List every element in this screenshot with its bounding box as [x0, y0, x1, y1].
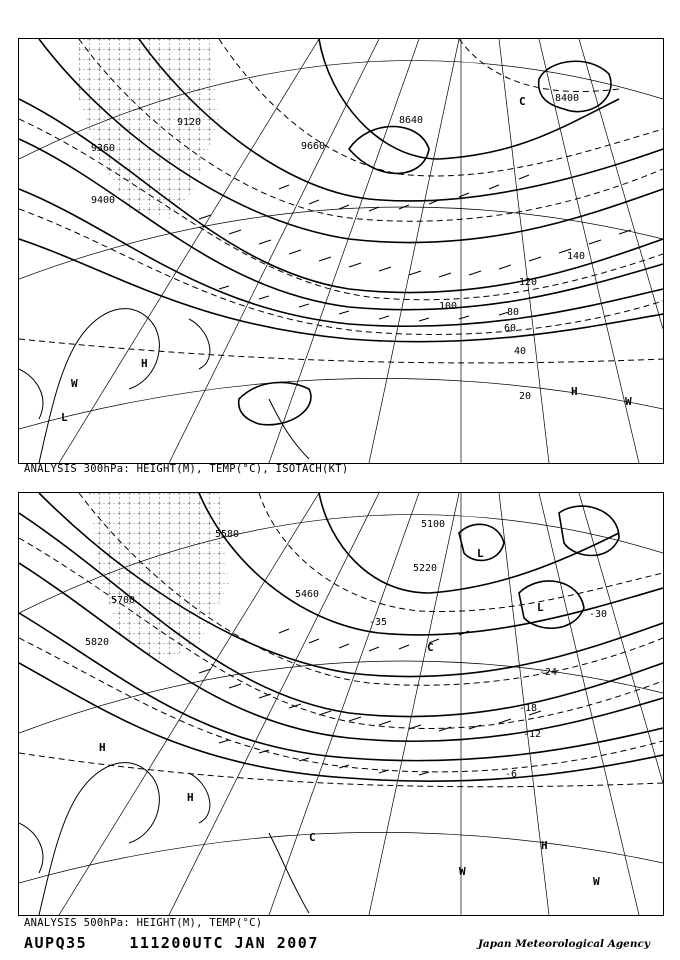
height-label-8640: 8640	[399, 115, 424, 126]
center-l-1: L	[61, 411, 68, 424]
height-label-5100: 5100	[421, 519, 446, 530]
isotach-label-100: 100	[439, 301, 458, 312]
caption-300hpa: ANALYSIS 300hPa: HEIGHT(M), TEMP(°C), ISOTACH(KT)	[24, 463, 349, 475]
temp-label-minus18: -18	[519, 703, 538, 714]
valid-time: 111200UTC JAN 2007	[129, 934, 319, 952]
isotach-label-80: 80	[507, 307, 520, 318]
map-300hpa	[18, 38, 664, 464]
chart-id-and-valid-time	[24, 934, 319, 952]
center-c-2-500: C	[427, 641, 434, 654]
map-300hpa-canvas	[19, 39, 663, 463]
isotach-label-140: 140	[567, 251, 586, 262]
height-label-5580: 5580	[215, 529, 240, 540]
center-h-1-500: H	[99, 741, 106, 754]
center-c-1-500: C	[309, 831, 316, 844]
map-500hpa-canvas	[19, 493, 663, 915]
temp-label-minus6: -6	[505, 769, 518, 780]
center-h-2-500: H	[187, 791, 194, 804]
temp-label-minus30: -30	[589, 609, 608, 620]
height-label-9400: 9400	[91, 195, 116, 206]
coastline	[19, 309, 309, 463]
height-label-5700: 5700	[111, 595, 136, 606]
height-label-9360: 9360	[91, 143, 116, 154]
chart-code: AUPQ35	[24, 934, 88, 952]
center-h-2: H	[571, 385, 578, 398]
center-c-1: C	[519, 95, 526, 108]
center-w-2-500: W	[593, 875, 600, 888]
height-label-5460: 5460	[295, 589, 320, 600]
height-label-8400: 8400	[555, 93, 580, 104]
map-500hpa	[18, 492, 664, 916]
coastline-500	[19, 763, 309, 915]
center-l-1-500: L	[477, 547, 484, 560]
center-h-1: H	[141, 357, 148, 370]
cold-air-hatch-500	[89, 493, 229, 663]
isotach-label-20: 20	[519, 391, 532, 402]
caption-500hpa: ANALYSIS 500hPa: HEIGHT(M), TEMP(°C)	[24, 917, 263, 929]
agency-name: Japan Meteorological Agency	[477, 938, 650, 950]
center-w-1-500: W	[459, 865, 466, 878]
height-label-9660: 9660	[301, 141, 326, 152]
isotach-label-120: 120	[519, 277, 538, 288]
wind-barbs-500	[199, 629, 541, 775]
center-w-2: W	[625, 395, 632, 408]
temp-label-minus12: -12	[523, 729, 542, 740]
height-label-9120: 9120	[177, 117, 202, 128]
temp-label-minus24: -24	[539, 667, 558, 678]
temp-label-minus35: -35	[369, 617, 388, 628]
center-l-2-500: L	[537, 601, 544, 614]
center-w-1: W	[71, 377, 78, 390]
center-h-3-500: H	[541, 839, 548, 852]
height-label-5820: 5820	[85, 637, 110, 648]
height-label-5220: 5220	[413, 563, 438, 574]
isotach-label-60: 60	[504, 323, 517, 334]
wind-barbs	[199, 175, 631, 321]
isotach-label-40: 40	[514, 346, 527, 357]
